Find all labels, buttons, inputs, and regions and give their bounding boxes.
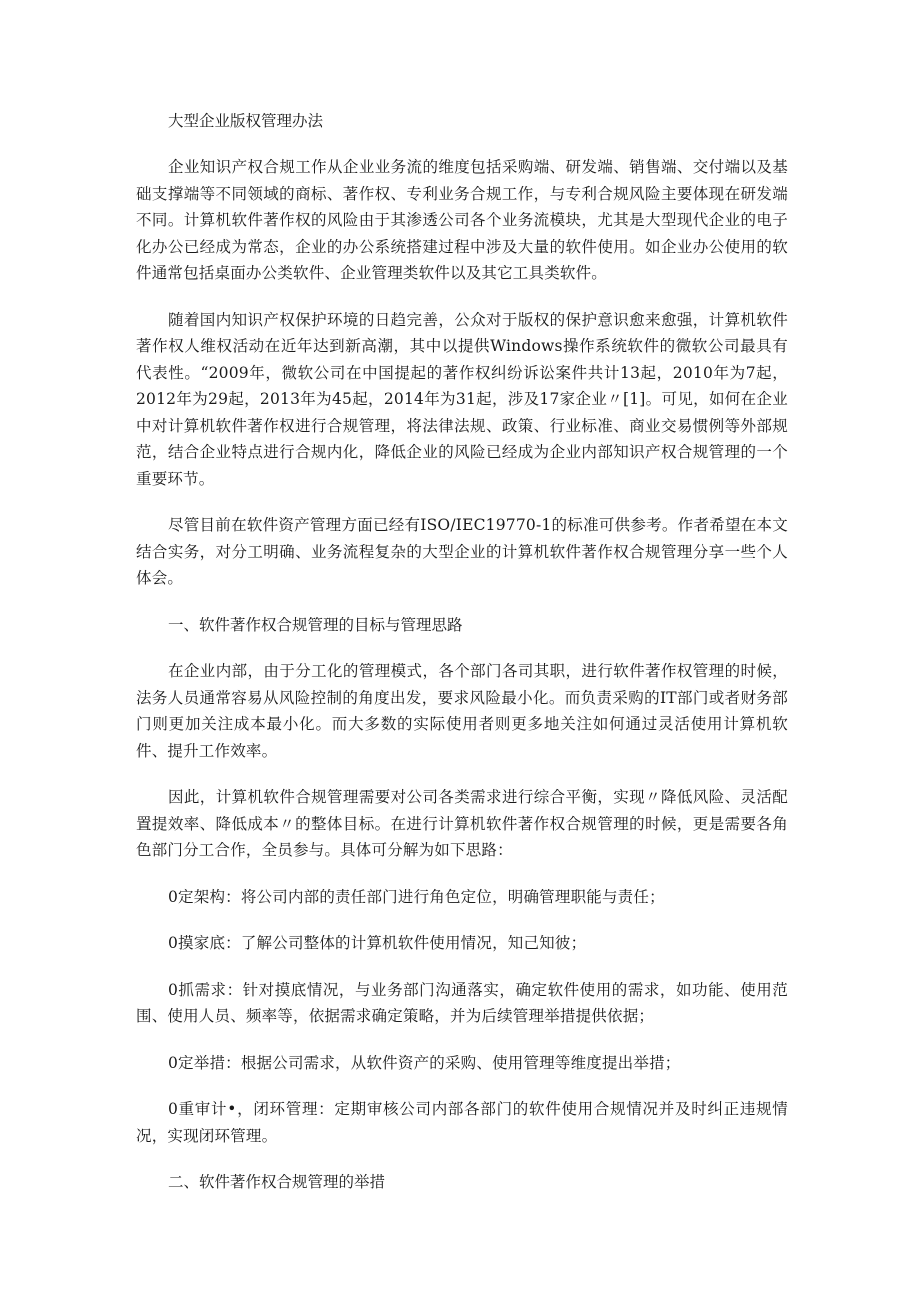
document-page xyxy=(136,108,788,1216)
document-title: 大型企业版权管理办法 xyxy=(168,112,324,130)
section-heading-1: 一、软件著作权合规管理的目标与管理思路 xyxy=(168,615,463,634)
paragraph-departments: 在企业内部，由于分工化的管理模式，各个部门各司其职，进行软件著作权管理的时候，法务人员通常容易从风险控制的角度出发，要求风险最小化。而负责采购的IT部门或者财务部门则更加关注成本最小化。而大多数的实际使用者则更多地关注如何通过灵活使用计算机软件、提升工作效率。 xyxy=(136,662,788,760)
paragraph-goals: 因此，计算机软件合规管理需要对公司各类需求进行综合平衡，实现〃降低风险、灵活配置提效率、降低成本〃的整体目标。在进行计算机软件著作权合规管理的时候，更是需要各角色部门分工合作，全员参与。具体可分解为如下思路： xyxy=(136,788,788,859)
list-item-measures: 0定举措：根据公司需求，从软件资产的采购、使用管理等维度提出举措； xyxy=(168,1053,681,1072)
list-item-architecture: 0定架构：将公司内部的责任部门进行角色定位，明确管理职能与责任； xyxy=(168,887,665,906)
list-item-audit: 0重审计•，闭环管理：定期审核公司内部各部门的软件使用合规情况并及时纠正违规情况，实现闭环管理。 xyxy=(136,1100,788,1145)
list-item-requirements: 0抓需求：针对摸底情况，与业务部门沟通落实，确定软件使用的需求，如功能、使用范围、使用人员、频率等，依据需求确定策略，并为后续管理举措提供依据； xyxy=(136,980,788,1025)
paragraph-intro: 企业知识产权合规工作从企业业务流的维度包括采购端、研发端、销售端、交付端以及基础支撑端等不同领域的商标、著作权、专利业务合规工作，与专利合规风险主要体现在研发端不同。计算机软件著作权的风险由于其渗透公司各个业务流模块，尤其是大型现代企业的电子化办公已经成为常态，企业的办公系统搭建过程中涉及大量的软件使用。如企业办公使用的软件通常包括桌面办公类软件、企业管理类软件以及其它工具类软件。 xyxy=(136,158,788,282)
section-heading-2: 二、软件著作权合规管理的举措 xyxy=(168,1173,386,1191)
list-item-inventory: 0摸家底：了解公司整体的计算机软件使用情况，知己知彼； xyxy=(168,934,587,952)
paragraph-standard: 尽管目前在软件资产管理方面已经有ISO/IEC19770-1的标准可供参考。作者希望在本文结合实务，对分工明确、业务流程复杂的大型企业的计算机软件著作权合规管理分享一些个人体会。 xyxy=(136,516,788,587)
paragraph-background: 随着国内知识产权保护环境的日趋完善，公众对于版权的保护意识愈来愈强，计算机软件著作权人维权活动在近年达到新高潮，其中以提供Windows操作系统软件的微软公司最具有代表性。“2009年，微软公司在中国提起的著作权纠纷诉讼案件共计13起，2010年为7起，2012年为29起，2013年为45起，2014年为31起，涉及17家企业〃[1]。可见，如何在企业中对计算机软件著作权进行合规管理，将法律法规、政策、行业标准、商业交易惯例等外部规范，结合企业特点进行合规内化，降低企业的风险已经成为企业内部知识产权合规管理的一个重要环节。 xyxy=(136,310,788,488)
